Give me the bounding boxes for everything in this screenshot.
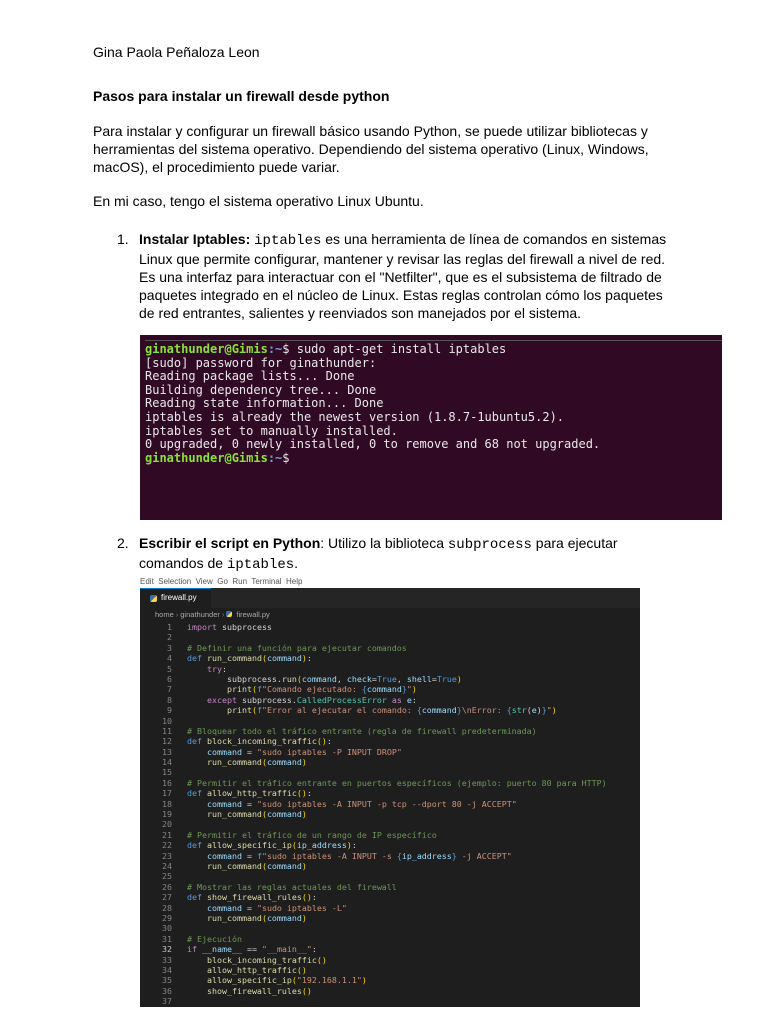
breadcrumb-item[interactable]: firewall.py <box>236 610 270 619</box>
code-line: run_command(command) <box>206 912 307 923</box>
code-line: # Ejecución <box>187 933 242 944</box>
line-number: 29 <box>162 912 172 923</box>
step-1-body: es una herramienta de línea de comandos en sistemas Linux que permite configurar, mantener y revisar las reglas del firewall a nivel de red. Es una interfaz para interactuar con el "Netfilter", que es el subsistema de filtrado de paquetes integrado en el núcleo de Linux. Estas reglas controlan cómo los paquetes de red entrantes, salientes y reenviados son manejados por el sistema. <box>139 231 667 321</box>
line-number: 36 <box>162 985 172 996</box>
code-line: except subprocess.CalledProcessError as e: <box>206 694 417 705</box>
code-line: command = "sudo iptables -A INPUT -p tcp --dport 80 -j ACCEPT" <box>206 798 517 809</box>
code-line: import subprocess <box>187 622 272 632</box>
terminal-prompt-path: :~ <box>267 342 283 356</box>
code-line: # Mostrar las reglas actuales del firewall <box>187 881 397 892</box>
line-number: 33 <box>162 954 172 965</box>
python-file-icon <box>226 611 232 617</box>
code-line: show_firewall_rules() <box>206 985 312 996</box>
code-line: def allow_specific_ip(ip_address): <box>187 840 357 851</box>
line-number: 5 <box>167 663 172 674</box>
terminal-prompt-user: ginathunder@Gimis <box>145 342 268 356</box>
line-number: 16 <box>162 777 172 788</box>
terminal-prompt-user: ginathunder@Gimis <box>145 450 268 465</box>
editor-tab[interactable] <box>140 588 211 608</box>
code-editor-screenshot <box>140 588 640 1007</box>
code-line: block_incoming_traffic() <box>206 954 327 965</box>
line-number: 11 <box>162 725 172 736</box>
terminal-output-line: Reading package lists... Done <box>145 369 355 384</box>
step-2-body-c: . <box>294 555 299 571</box>
line-number: 7 <box>167 684 172 695</box>
step-1-number: 1. <box>117 231 129 247</box>
code-line: command = f"sudo iptables -A INPUT -s {ip_address} -j ACCEPT" <box>206 850 512 861</box>
terminal-output-line: [sudo] password for ginathunder: <box>145 355 377 370</box>
code-line: def show_firewall_rules(): <box>187 892 317 903</box>
editor-menu-strip: Edit Selection View Go Run Terminal Help <box>140 578 303 586</box>
line-number: 19 <box>162 809 172 820</box>
line-number: 13 <box>162 746 172 757</box>
code-line: def block_incoming_traffic(): <box>187 736 332 747</box>
line-number: 35 <box>162 975 172 986</box>
line-number: 3 <box>167 642 172 653</box>
line-number: 17 <box>162 788 172 799</box>
editor-tab-label: firewall.py <box>161 593 197 603</box>
line-number: 6 <box>167 673 172 684</box>
terminal-output-line: iptables set to manually installed. <box>145 423 398 438</box>
terminal-command-line <box>145 343 722 357</box>
line-number: 27 <box>162 892 172 903</box>
code-line: try: <box>206 663 227 674</box>
line-number: 34 <box>162 964 172 975</box>
code-line: command = "sudo iptables -L" <box>206 902 347 913</box>
terminal-final-prompt <box>145 452 722 466</box>
code-area[interactable] <box>140 622 640 1006</box>
code-line: print(f"Comando ejecutado: {command}") <box>226 684 417 695</box>
code-line: subprocess.run(command, check=True, shell=True) <box>187 673 462 684</box>
line-number: 1 <box>167 622 172 632</box>
terminal-prompt-path: :~ <box>267 450 283 465</box>
intro-paragraph: Para instalar y configurar un firewall básico usando Python, se puede utilizar bibliotecas y herramientas del sistema operativo. Dependiendo del sistema operativo (Linux, Windows, macOS), el procedimiento puede variar. <box>93 123 649 175</box>
code-line: # Permitir el tráfico de un rango de IP específico <box>187 829 437 840</box>
author-name: Gina Paola Peñaloza Leon <box>93 44 260 60</box>
terminal-cut-line <box>145 336 722 341</box>
terminal-prompt-symbol: $ <box>282 450 290 465</box>
code-line: allow_http_traffic() <box>206 964 307 975</box>
line-number: 26 <box>162 881 172 892</box>
python-file-icon <box>150 595 157 602</box>
line-number: 28 <box>162 902 172 913</box>
terminal-command: $ sudo apt-get install iptables <box>282 342 507 356</box>
line-number: 24 <box>162 860 172 871</box>
line-number: 32 <box>162 944 172 955</box>
document-title: Pasos para instalar un firewall desde python <box>93 88 390 104</box>
line-number: 4 <box>167 653 172 664</box>
breadcrumb-item[interactable]: ginathunder <box>180 610 220 619</box>
line-number: 37 <box>162 996 172 1007</box>
step-2-code-b: iptables <box>226 557 295 573</box>
line-number: 25 <box>162 871 172 882</box>
code-line: # Definir una función para ejecutar comandos <box>187 642 407 653</box>
step-2-code-a: subprocess <box>447 537 532 553</box>
breadcrumb <box>140 608 640 622</box>
code-line: allow_specific_ip("192.168.1.1") <box>206 975 367 986</box>
step-2-label: Escribir el script en Python <box>139 535 321 551</box>
line-number: 31 <box>162 933 172 944</box>
terminal-output-line: Reading state information... Done <box>145 396 384 411</box>
code-line: command = "sudo iptables -P INPUT DROP" <box>206 746 402 757</box>
terminal-output-line: Building dependency tree... Done <box>145 382 377 397</box>
code-line: run_command(command) <box>206 809 307 820</box>
code-line: print(f"Error al ejecutar el comando: {command}\nError: {str(e)}") <box>226 705 557 716</box>
code-line: run_command(command) <box>206 757 307 768</box>
line-number: 21 <box>162 829 172 840</box>
code-line: if __name__ == "__main__": <box>187 944 317 955</box>
terminal-screenshot <box>140 335 722 520</box>
line-number: 15 <box>162 767 172 778</box>
code-line: run_command(command) <box>206 860 307 871</box>
line-number: 8 <box>167 694 172 705</box>
step-2-number: 2. <box>117 535 129 551</box>
line-number: 30 <box>162 923 172 934</box>
line-number: 2 <box>167 632 172 643</box>
editor-tab-bar <box>140 588 640 608</box>
line-number: 23 <box>162 850 172 861</box>
line-number: 14 <box>162 757 172 768</box>
step-1-code: iptables <box>254 233 322 249</box>
code-line: # Permitir el tráfico entrante en puertos específicos (ejemplo: puerto 80 para HTTP) <box>187 777 607 788</box>
step-2-body-a: : Utilizo la biblioteca <box>320 535 448 551</box>
step-1-label: Instalar Iptables: <box>139 231 251 247</box>
case-paragraph: En mi caso, tengo el sistema operativo Linux Ubuntu. <box>93 193 424 209</box>
terminal-output-line: 0 upgraded, 0 newly installed, 0 to remove and 68 not upgraded. <box>145 437 601 452</box>
code-line: # Bloquear todo el tráfico entrante (regla de firewall predeterminada) <box>187 725 537 736</box>
line-number: 12 <box>162 736 172 747</box>
step-2-text <box>139 534 679 574</box>
code-line: def allow_http_traffic(): <box>187 788 312 799</box>
chevron-right-icon: › <box>175 610 179 619</box>
line-number: 18 <box>162 798 172 809</box>
line-number: 20 <box>162 819 172 830</box>
line-number: 9 <box>167 705 172 716</box>
step-2-body-b: para ejecutar comandos de <box>139 535 618 571</box>
line-number: 10 <box>162 715 172 726</box>
terminal-output-line: iptables is already the newest version (1.8.7-1ubuntu5.2). <box>145 409 565 424</box>
step-1-text <box>139 230 679 322</box>
chevron-right-icon: › <box>221 610 225 619</box>
breadcrumb-item[interactable]: home <box>155 610 174 619</box>
code-line: def run_command(command): <box>187 653 312 664</box>
line-number: 22 <box>162 840 172 851</box>
